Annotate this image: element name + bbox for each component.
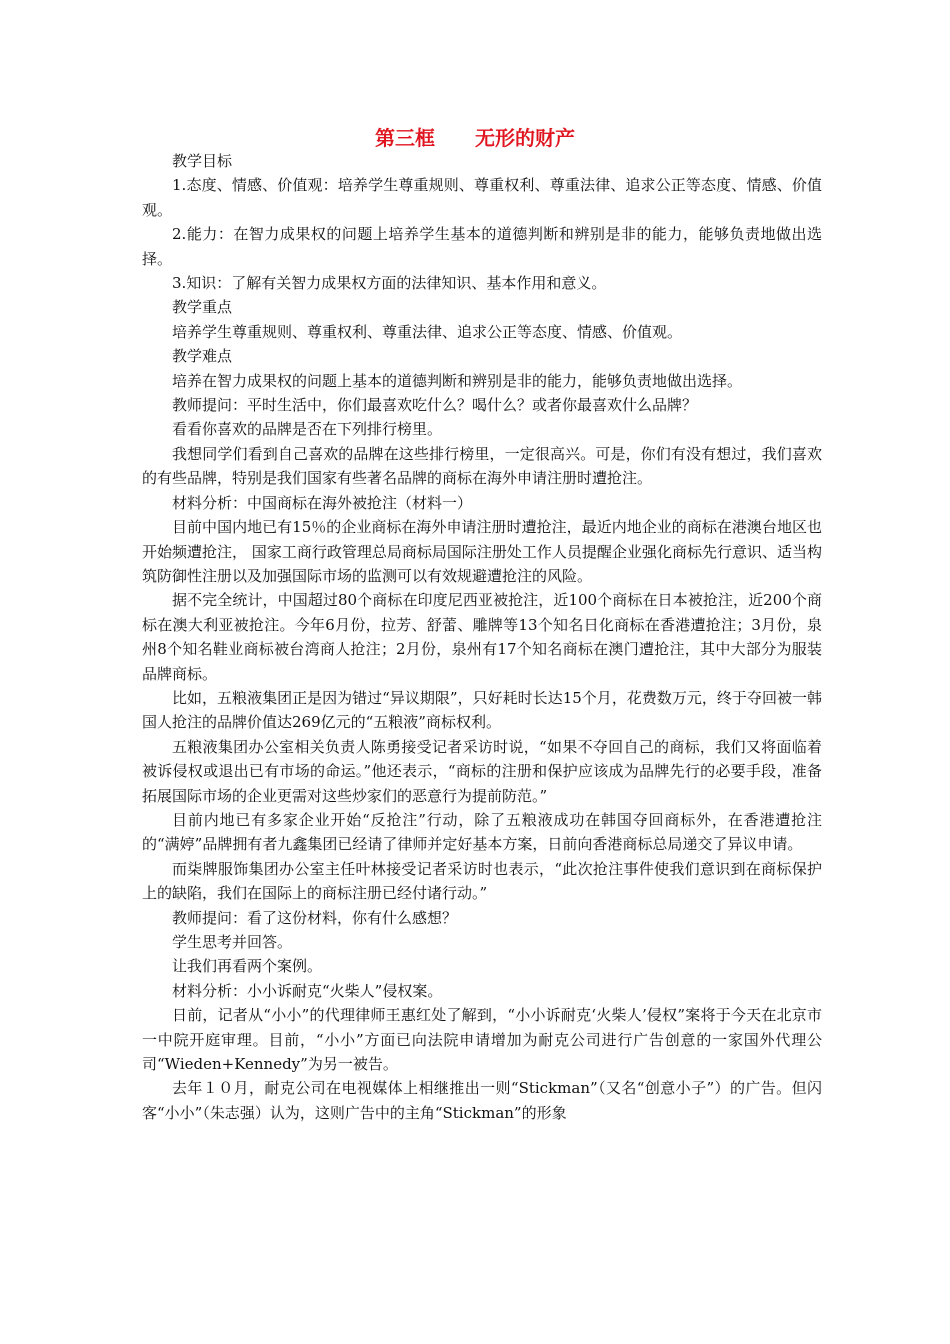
paragraph: 3.知识：了解有关智力成果权方面的法律知识、基本作用和意义。 — [172, 274, 607, 293]
paragraph: 培养在智力成果权的问题上基本的道德判断和辨别是非的能力，能够负责地做出选择。 — [172, 371, 743, 390]
paragraph: 比如，五粮液集团正是因为错过“异议期限”，只好耗时长达15个月，花费数万元，终于夺回被一韩国人抢注的品牌价值达269亿元的“五粮液”商标权利。 — [142, 688, 822, 732]
paragraph: 我想同学们看到自己喜欢的品牌在这些排行榜里，一定很高兴。可是，你们有没有想过，我们喜欢的有些品牌，特别是我们国家有些著名品牌的商标在海外申请注册时遭抢注。 — [142, 444, 822, 488]
paragraph: 日前，记者从“小小”的代理律师王惠红处了解到，“小小诉耐克‘火柴人’侵权”案将于今天在北京市一中院开庭审理。目前，“小小”方面已向法院申请增加为耐克公司进行广告创意的一家国外代理公司“Wieden+Kennedy”为另一被告。 — [142, 1006, 822, 1074]
paragraph: 1.态度、情感、价值观：培养学生尊重规则、尊重权利、尊重法律、追求公正等态度、情感、价值观。 — [142, 176, 822, 219]
paragraph: 教学重点 — [172, 298, 233, 317]
paragraph: 去年１０月，耐克公司在电视媒体上相继推出一则“Stickman”（又名“创意小子”）的广告。但闪客“小小”（朱志强）认为，这则广告中的主角“Stickman”的形象 — [142, 1079, 822, 1122]
paragraph: 而柒牌服饰集团办公室主任叶林接受记者采访时也表示，“此次抢注事件使我们意识到在商标保护上的缺陷，我们在国际上的商标注册已经付诸行动。” — [142, 859, 822, 903]
paragraph: 材料分析：中国商标在海外被抢注（材料一） — [172, 493, 473, 512]
paragraph: 培养学生尊重规则、尊重权利、尊重法律、追求公正等态度、情感、价值观。 — [172, 322, 683, 341]
paragraph: 目前中国内地已有15％的企业商标在海外申请注册时遭抢注，最近内地企业的商标在港澳台地区也开始频遭抢注， 国家工商行政管理总局商标局国际注册处工作人员提醒企业强化商标先行意识、适当构筑防御性注册以及加强国际市场的监测可以有效规避遭抢注的风险。 — [142, 518, 822, 585]
paragraph: 看看你喜欢的品牌是否在下列排行榜里。 — [172, 420, 443, 439]
paragraph: 教师提问：平时生活中，你们最喜欢吃什么？喝什么？或者你最喜欢什么品牌？ — [172, 396, 698, 415]
paragraph: 据不完全统计，中国超过80个商标在印度尼西亚被抢注，近100个商标在日本被抢注，近200个商标在澳大利亚被抢注。今年6月份，拉芳、舒蕾、雕牌等13个知名日化商标在香港遭抢注；3月份，泉州8个知名鞋业商标被台湾商人抢注；2月份，泉州有17个知名商标在澳门遭抢注，其中大部分为服装品牌商标。 — [142, 591, 822, 683]
paragraph: 学生思考并回答。 — [172, 933, 293, 951]
paragraph: 让我们再看两个案例。 — [172, 957, 323, 976]
paragraph: 教学目标 — [172, 152, 233, 170]
page-title: 第三框 无形的财产 — [375, 126, 575, 150]
paragraph: 教师提问：看了这份材料，你有什么感想？ — [172, 908, 458, 927]
paragraph: 材料分析：小小诉耐克“火柴人”侵权案。 — [172, 981, 443, 1000]
paragraph: 目前内地已有多家企业开始“反抢注”行动，除了五粮液成功在韩国夺回商标外，在香港遭抢注的“满婷”品牌拥有者九鑫集团已经请了律师并定好基本方案，日前向香港商标总局递交了异议申请。 — [142, 810, 822, 854]
document-body — [142, 149, 822, 1125]
paragraph: 教学难点 — [172, 347, 233, 366]
paragraph: 五粮液集团办公室相关负责人陈勇接受记者采访时说，“如果不夺回自己的商标，我们又将面临着被诉侵权或退出已有市场的命运。”他还表示，“商标的注册和保护应该成为品牌先行的必要手段，准备拓展国际市场的企业更需对这些炒家们的恶意行为提前防范。” — [142, 737, 822, 805]
paragraph: 2.能力：在智力成果权的问题上培养学生基本的道德判断和辨别是非的能力，能够负责地做出选择。 — [142, 225, 822, 268]
